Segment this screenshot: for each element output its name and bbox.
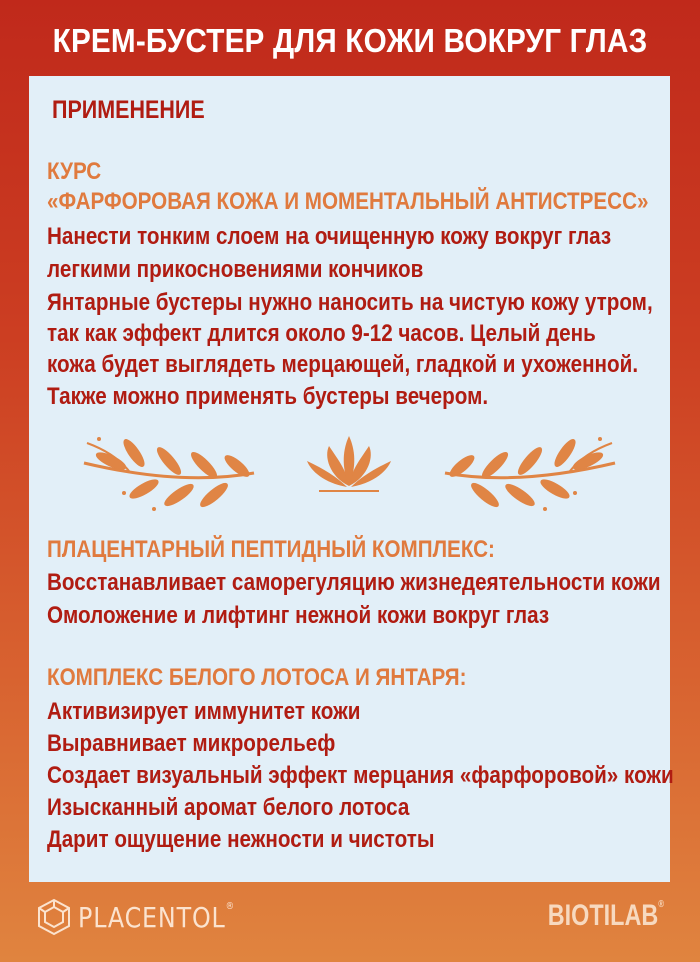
course-line: кожа будет выглядеть мерцающей, гладкой и ухоженной.	[47, 351, 639, 378]
course-line: Янтарные бустеры нужно наносить на чистую кожу утром,	[47, 289, 653, 316]
page-title: КРЕМ-БУСТЕР ДЛЯ КОЖИ ВОКРУГ ГЛАЗ	[52, 22, 648, 59]
course-line: Также можно применять бустеры вечером.	[47, 383, 489, 410]
placentol-logo-text: PLACENTOL	[78, 900, 226, 934]
placental-heading: ПЛАЦЕНТАРНЫЙ ПЕПТИДНЫЙ КОМПЛЕКС:	[47, 536, 495, 563]
course-heading-1: КУРС	[47, 158, 102, 185]
placentol-logo	[36, 897, 263, 937]
placental-line: Омоложение и лифтинг нежной кожи вокруг глаз	[47, 602, 550, 629]
lotus-line: Выравнивает микрорельеф	[47, 730, 336, 757]
lotus-line: Создает визуальный эффект мерцания «фарфоровой» кожи	[47, 762, 674, 789]
lotus-line: Изысканный аромат белого лотоса	[47, 794, 410, 821]
registered-mark: ®	[225, 900, 236, 912]
info-card	[29, 76, 674, 882]
course-line: так как эффект длится около 9-12 часов. Целый день	[47, 320, 596, 347]
biotilab-logo-text: BIOTILAB	[547, 899, 659, 932]
registered-mark: ®	[658, 899, 664, 910]
laurel-branches-with-lotus-icon	[29, 431, 670, 516]
hexagon-logo-icon	[36, 898, 72, 936]
placental-line: Восстанавливает саморегуляцию жизнедеятельности кожи	[47, 569, 661, 596]
section-subtitle: ПРИМЕНЕНИЕ	[52, 96, 205, 124]
course-line: Нанести тонким слоем на очищенную кожу вокруг глаз	[47, 223, 612, 250]
course-heading-2: «ФАРФОРОВАЯ КОЖА И МОМЕНТАЛЬНЫЙ АНТИСТРЕСС»	[47, 188, 649, 215]
lotus-heading: КОМПЛЕКС БЕЛОГО ЛОТОСА И ЯНТАРЯ:	[47, 664, 467, 691]
biotilab-logo	[548, 899, 664, 933]
lotus-line: Дарит ощущение нежности и чистоты	[47, 826, 435, 853]
course-line: легкими прикосновениями кончиков	[47, 256, 424, 283]
lotus-line: Активизирует иммунитет кожи	[47, 698, 361, 725]
